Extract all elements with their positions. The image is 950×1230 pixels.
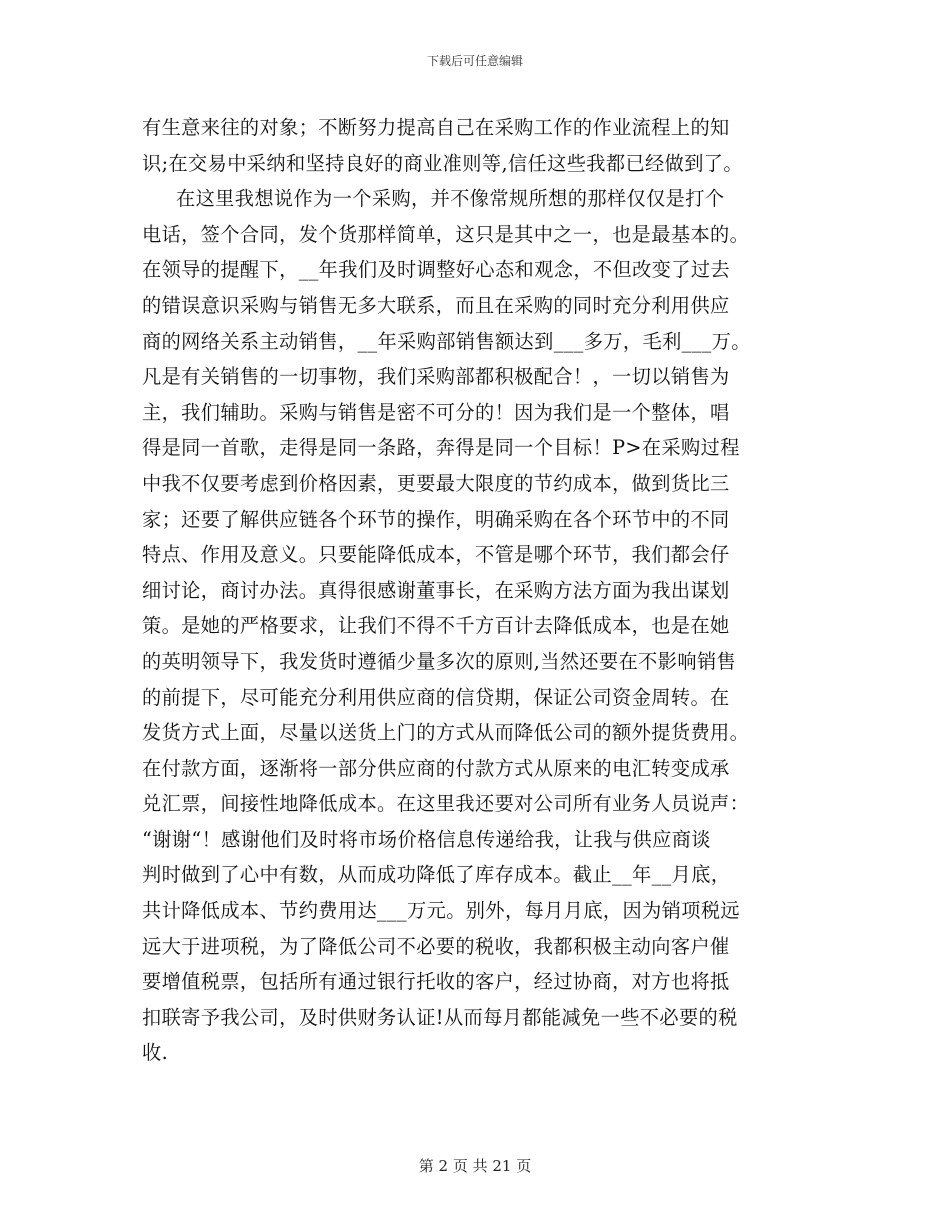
page-number-footer: 第 2 页 共 21 页 xyxy=(418,1157,532,1175)
body-line: 兑汇票，间接性地降低成本。在这里我还要对公司所有业务人员说声： xyxy=(142,792,750,816)
body-line: 家；还要了解供应链各个环节的操作，明确采购在各个环节中的不同 xyxy=(142,507,730,531)
document-body xyxy=(142,110,812,1071)
body-line: 特点、作用及意义。只要能降低成本，不管是哪个环节，我们都会仔 xyxy=(142,543,730,567)
body-line: 的错误意识采购与销售无多大联系，而且在采购的同时充分利用供应 xyxy=(142,293,730,317)
page-header: 下载后可任意编辑 xyxy=(426,54,523,68)
body-line: 扣联寄予我公司，及时供财务认证!从而每月都能减免一些不必要的税 xyxy=(142,1005,738,1029)
body-line: 得是同一首歌，走得是同一条路，奔得是同一个目标！P>在采购过程 xyxy=(142,436,740,460)
body-line: 商的网络关系主动销售，__年采购部销售额达到___多万，毛利___万。 xyxy=(142,329,751,353)
body-line: 共计降低成本、节约费用达___万元。别外，每月月底，因为销项税远 xyxy=(142,899,741,923)
body-line: 有生意来往的对象；不断努力提高自己在采购工作的作业流程上的知 xyxy=(142,116,730,139)
body-line: 在领导的提醒下，__年我们及时调整好心态和观念，不但改变了过去 xyxy=(142,258,731,282)
body-line: 发货方式上面，尽量以送货上门的方式从而降低公司的额外提货费用。 xyxy=(142,721,750,745)
body-line: 策。是她的严格要求，让我们不得不千方百计去降低成本，也是在她 xyxy=(142,614,730,638)
body-line: 判时做到了心中有数，从而成功降低了库存成本。截止__年__月底， xyxy=(142,863,731,887)
body-line: 的英明领导下，我发货时遵循少量多次的原则,当然还要在不影响销售 xyxy=(142,649,737,673)
body-line: 收. xyxy=(142,1041,169,1065)
body-line: 的前提下，尽可能充分利用供应商的信贷期，保证公司资金周转。在 xyxy=(142,685,730,709)
body-line: 电话，签个合同，发个货那样简单，这只是其中之一，也是最基本的。 xyxy=(142,222,750,246)
body-line: 中我不仅要考虑到价格因素，更要最大限度的节约成本，做到货比三 xyxy=(142,471,730,495)
body-line: “谢谢“！感谢他们及时将市场价格信息传递给我，让我与供应商谈 xyxy=(142,827,711,851)
paragraph-start-line: 在这里我想说作为一个采购，并不像常规所想的那样仅仅是打个 xyxy=(176,187,725,211)
body-line: 要增值税票，包括所有通过银行托收的客户，经过协商，对方也将抵 xyxy=(142,970,730,994)
body-line: 在付款方面，逐渐将一部分供应商的付款方式从原来的电汇转变成承 xyxy=(142,756,730,780)
body-line: 识;在交易中采纳和坚持良好的商业准则等,信任这些我都已经做到了。 xyxy=(142,151,743,175)
body-line: 凡是有关销售的一切事物，我们采购部都积极配合！，一切以销售为 xyxy=(142,365,730,389)
body-line: 主，我们辅助。采购与销售是密不可分的！因为我们是一个整体，唱 xyxy=(142,400,730,424)
body-line: 细讨论，商讨办法。真得很感谢董事长，在采购方法方面为我出谋划 xyxy=(142,578,730,602)
body-line: 远大于进项税，为了降低公司不必要的税收，我都积极主动向客户催 xyxy=(142,934,730,958)
